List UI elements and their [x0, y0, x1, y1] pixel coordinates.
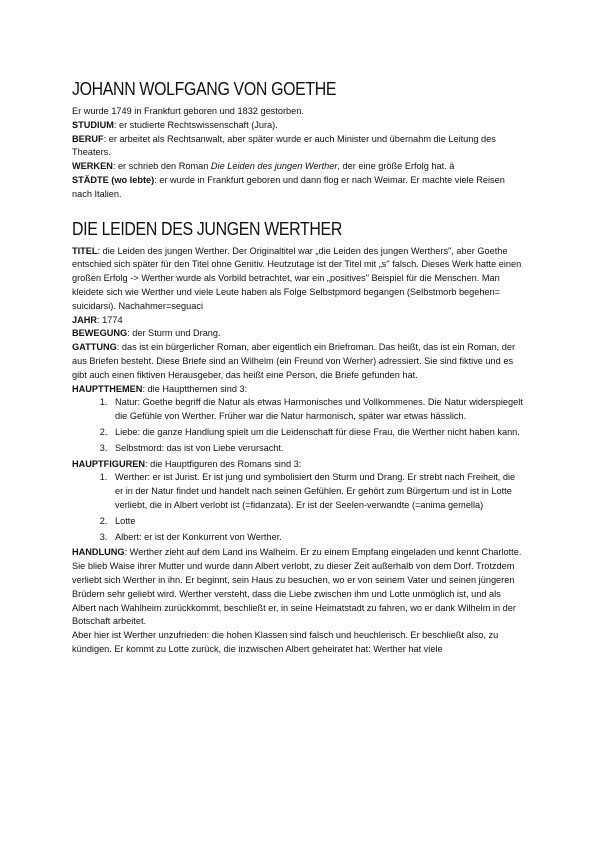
paragraph-intro: Er wurde 1749 in Frankfurt geboren und 1832 gestorben.: [72, 106, 304, 116]
paragraph-staedte: [72, 174, 524, 202]
label-hauptfiguren: HAUPTFIGUREN: [72, 458, 145, 469]
paragraph-bewegung: [72, 327, 524, 341]
text-titel: : die Leiden des jungen Werther. Der Originaltitel war „die Leiden des jungen Werthers", aber Goethe entschied sich später für den Titel ohne Genitiv. Heutzutage ist der Titel mit „s" falsch. Dieses Werk hatte einen großen Erfolg -> Werther wurde als Vorbild betrachtet, war ein „positives" Beispiel für die Menschen. Man kleidete sich wie Werther und viele Leute haben als Folge Selbstpmord begangen (Selbstmorb begehen= suicidarsi). Nachahmer=seguaci: [72, 245, 522, 311]
heading-werther: DIE LEIDEN DES JUNGEN WERTHER: [72, 217, 342, 239]
text-werken-after: , der eine größe Erfolg hat. ä: [337, 161, 455, 172]
list-item: 1. Werther: er ist Jurist. Er ist jung und symbolisiert den Sturm und Drang. Er strebt nach Freiheit, die er in der Natur findet und handelt nach seinen Gefühlen. Er gehört zum Bürgertum und ist in Lotte verliebt, die in Albert verlobt ist (=fidanzata). Er ist der Seelen-verwandte (=anima gemella): [110, 471, 524, 512]
paragraph-titel: [72, 245, 524, 314]
heading-goethe: JOHANN WOLFGANG VON GOETHE: [72, 78, 337, 99]
list-item: 2. Lotte: [110, 515, 524, 529]
document-body: [72, 78, 524, 657]
text-studium: : er studierte Rechtswissenschaft (Jura).: [113, 119, 278, 130]
text-hauptthemen: : die Hauptthemen sind 3:: [142, 383, 248, 394]
label-staedte: STÄDTE (wo lebte): [72, 174, 155, 185]
label-werken: WERKEN: [72, 161, 113, 172]
paragraph-hauptfiguren: [72, 458, 524, 472]
label-handlung: HANDLUNG: [72, 547, 125, 558]
text-beruf: : er arbeitet als Rechtsanwalt, aber später wurde er auch Minister und übernahm die Leitung des Theaters.: [72, 133, 496, 158]
label-titel: TITEL: [72, 245, 98, 256]
text-staedte: : er wurde in Frankfurt geboren und dann flog er nach Weimar. Er machte viele Reisen nach Italien.: [72, 174, 505, 199]
text-gattung: : das ist ein bürgerlicher Roman, aber eigentlich ein Briefroman. Das heißt, das ist ein Roman, der aus Briefen besteht. Diese Briefe sind an Wilhelm (ein Freund von Werher) adressiert. Sie sind fiktive und es gibt auch einen fiktiven Herausgeber, das heißt eine Person, die Briefe gefunden hat.: [72, 342, 516, 380]
label-jahr: JAHR: [72, 314, 98, 325]
list-item: 3. Albert: er ist der Konkurrent von Werther.: [110, 531, 524, 545]
text-hauptfiguren: : die Hauptfiguren des Romans sind 3:: [145, 458, 302, 469]
label-gattung: GATTUNG: [72, 342, 117, 353]
paragraph-gattung: [72, 341, 524, 382]
list-item: 2. Liebe: die ganze Handlung spielt um die Leidenschaft für diese Frau, die Werther nicht haben kann.: [110, 426, 524, 440]
paragraph-hauptthemen: [72, 383, 524, 397]
label-beruf: BERUF: [72, 133, 104, 144]
label-studium: STUDIUM: [72, 119, 114, 130]
paragraph-handlung: [72, 546, 524, 629]
text-handlung: : Werther zieht auf dem Land ins Walheim. Er zu einem Empfang eingeladen und kennt Charlotte. Sie blieb Waise ihrer Mutter und wurde dann Albert verlobt, zu dieser Zeit außerhalb von dem Dorf. Trotzdem verliebt sich Werther in ihn. Er beginnt, sein Haus zu besuchen, wo er von seinem Vater und seinen jüngeren Brüdern sehr geliebt wird. Werther versteht, dass die Liebe zwischen ihm und Lotte unmöglich ist, und als Albert nach Wahlheim zurückkommt, beschließt er, in seine Heimatstadt zu fahren, wo er dank Wilhelm in der Botschaft arbeitet.: [72, 547, 522, 627]
paragraph-studium: [72, 119, 524, 133]
paragraph-jahr: [72, 314, 524, 328]
text-bewegung: : der Sturm und Drang.: [127, 328, 221, 339]
list-item: 3. Selbstmord: das ist von Liebe verursacht.: [110, 442, 524, 456]
list-hauptfiguren: [72, 471, 524, 544]
paragraph-werken: [72, 160, 524, 174]
paragraph-beruf: [72, 133, 524, 161]
paragraph-continuation: Aber hier ist Werther unzufrieden: die hohen Klassen sind falsch und heuchlerisch. Er beschließt also, zu kündigen. Er kommt zu Lotte zurück, die inzwischen Albert geheiratet hat: Werther hat viele: [72, 630, 499, 654]
list-hauptthemen: [72, 396, 524, 455]
label-bewegung: BEWEGUNG: [72, 328, 128, 339]
text-werken-title: Die Leiden des jungen Werther: [210, 161, 338, 172]
label-hauptthemen: HAUPTTHEMEN: [72, 383, 143, 394]
text-jahr: : 1774: [97, 314, 123, 325]
text-werken-before: : er schrieb den Roman: [112, 161, 211, 172]
list-item: 1. Natur: Goethe begriff die Natur als etwas Harmonisches und Vollkommenes. Die Natur widerspiegelt die Gefühle von Werther. Früher war die Natur harmonisch, später war etwas hässlich.: [110, 396, 524, 424]
